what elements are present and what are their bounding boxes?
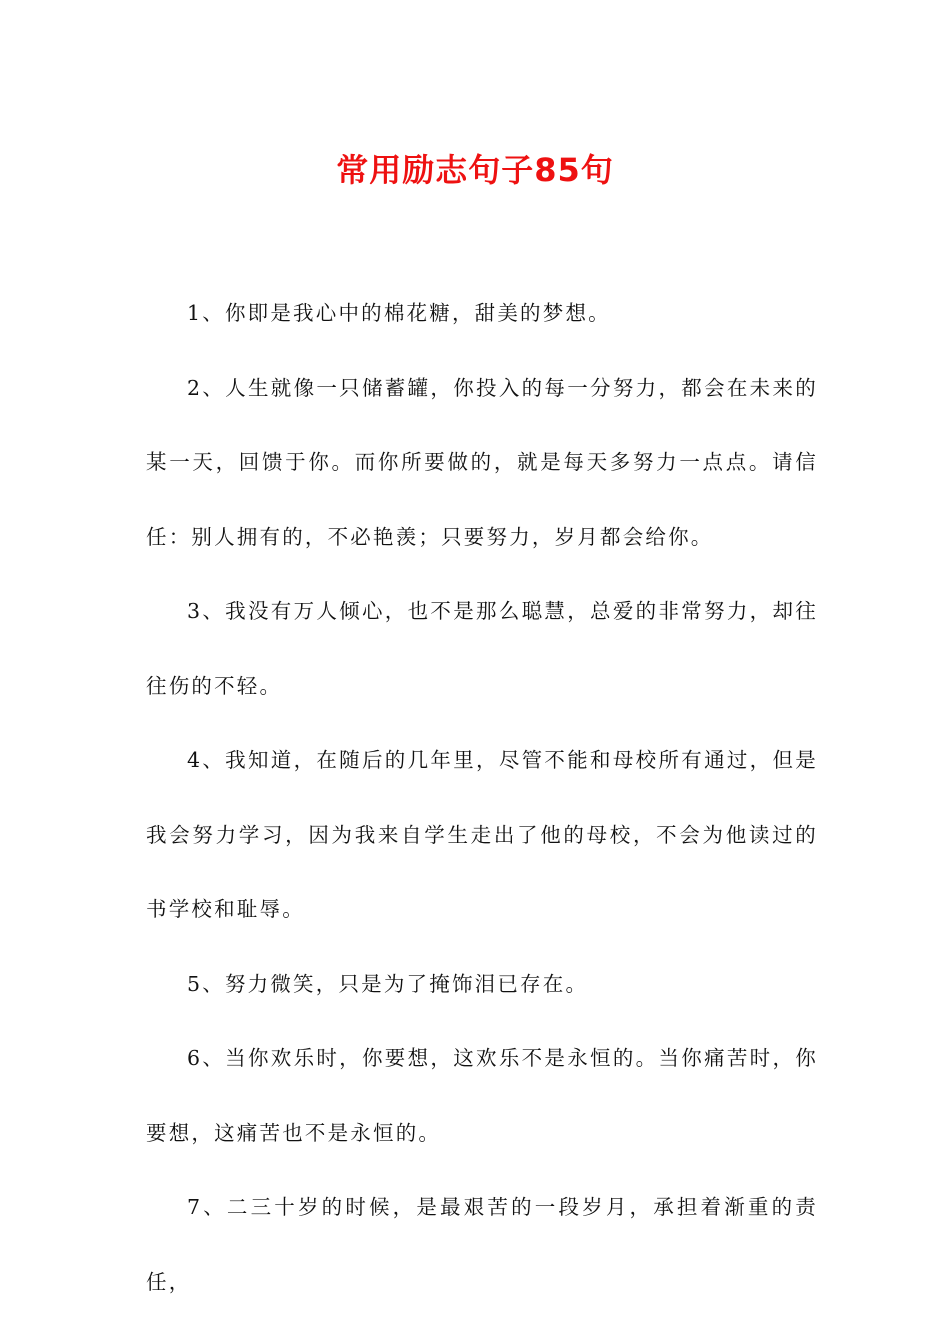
paragraph-1: 1、你即是我心中的棉花糖，甜美的梦想。 (187, 301, 611, 325)
paragraph-5: 5、努力微笑，只是为了掩饰泪已存在。 (187, 971, 589, 996)
paragraph-4: 4、我知道，在随后的几年里，尽管不能和母校所有通过，但是我会努力学习，因为我来自学生走出了他的母校，不会为他读过的书学校和耻辱。 (146, 748, 818, 921)
paragraph-2: 2、人生就像一只储蓄罐，你投入的每一分努力，都会在未来的某一天，回馈于你。而你所要做的，就是每天多努力一点点。请信任：别人拥有的，不必艳羡；只要努力，岁月都会给你。 (146, 375, 818, 549)
paragraph-3: 3、我没有万人倾心，也不是那么聪慧，总爱的非常努力，却往往伤的不轻。 (146, 599, 818, 698)
document-body (146, 276, 818, 1319)
paragraph-7: 7、二三十岁的时候，是最艰苦的一段岁月，承担着渐重的责任， (146, 1195, 818, 1294)
page-title: 常用励志句子85句 (336, 151, 614, 189)
paragraph-6: 6、当你欢乐时，你要想，这欢乐不是永恒的。当你痛苦时，你要想，这痛苦也不是永恒的。 (146, 1046, 818, 1145)
